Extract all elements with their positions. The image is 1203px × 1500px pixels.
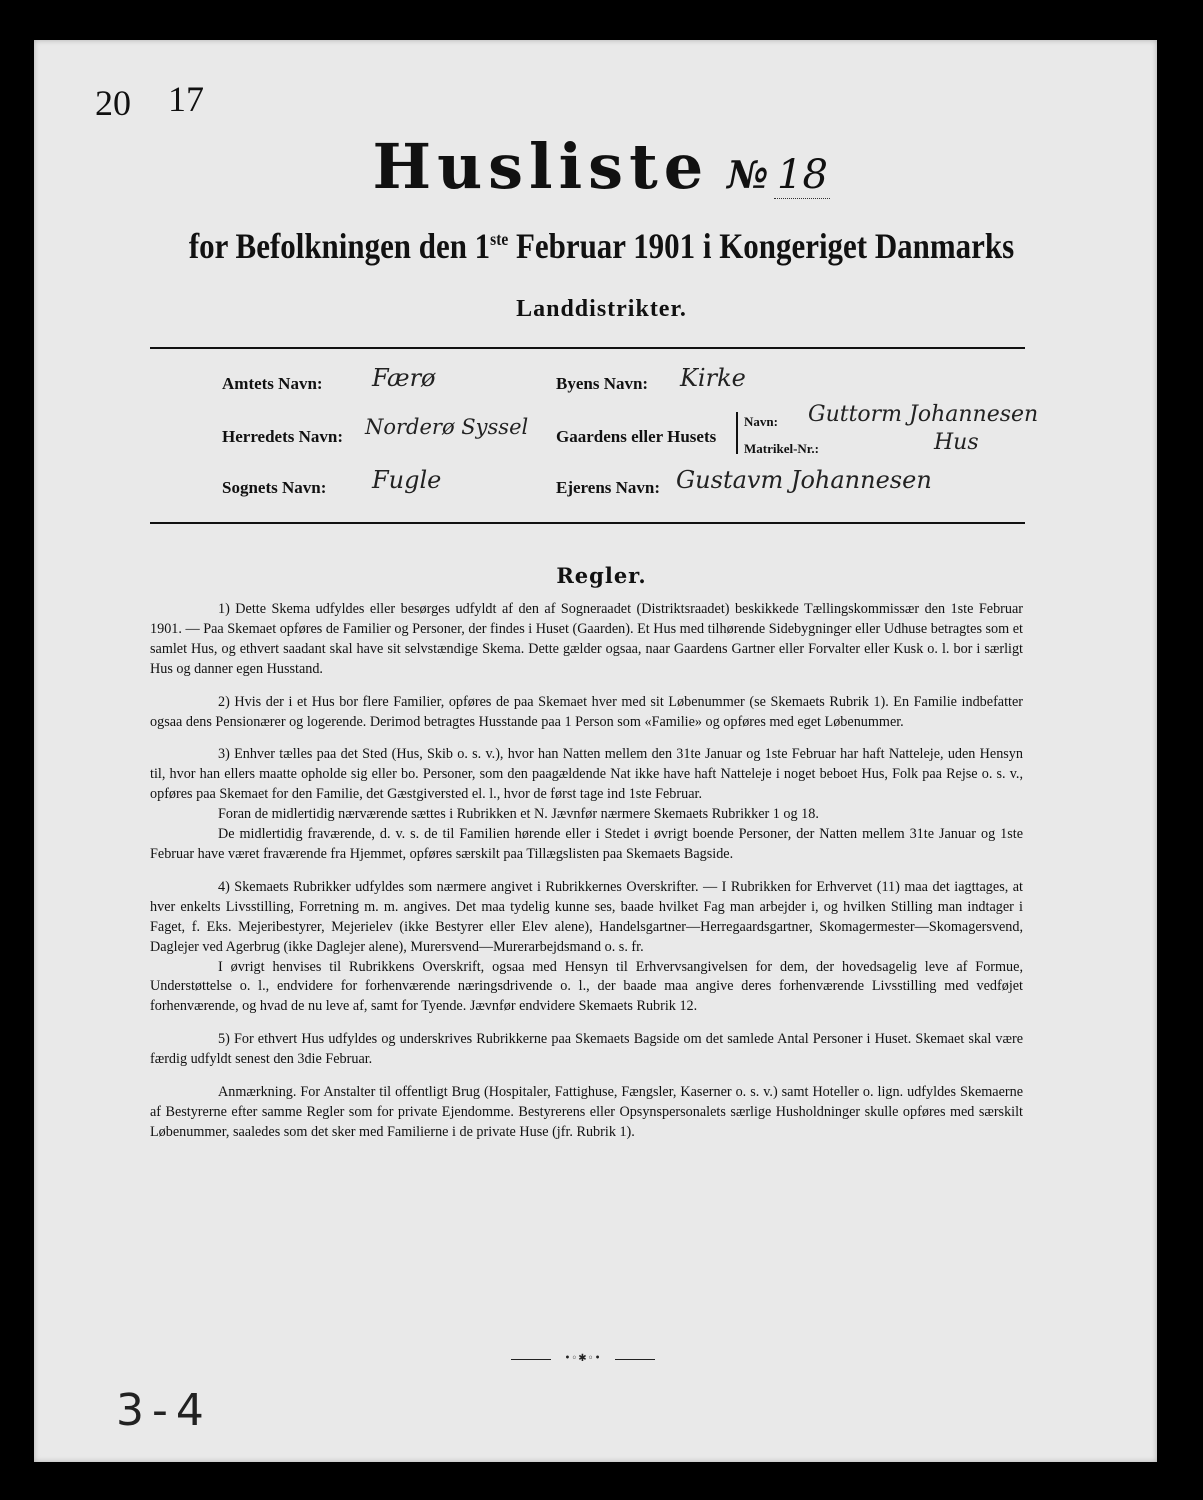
ornament-line [511,1359,551,1360]
subtitle [84,225,1119,267]
navn-label: Navn: [744,414,778,429]
rule-paragraph: Foran de midlertidig nærværende sættes i Rubrikken et N. Jævnfør nærmere Skemaets Rubrikker 1 og 18. [218,806,819,823]
rule-note: Anmærkning. For Anstalter til offentligt Brug (Hospitaler, Fattighuse, Fængsler, Kaserner o. s. v.) samt Hoteller o. lign. udfyldes Skemaerne af Bestyrerne efter samme Regler som for private Ejendomme. Bestyrerens eller Opsynspersonalets særlige Husholdninger skulle opføres med særskilt Løbenummer, saaledes som det sker med Familierne i de private Huse (jfr. Rubrik 1). [150,1084,1023,1140]
ejer-value: Gustavm Johannesen [676,466,932,494]
byen-value: Kirke [680,364,746,392]
amt-value: Færø [372,364,436,392]
rule-paragraph: 1) Dette Skema udfyldes eller besørges udfyldt af den af Sogneraadet (Distriktsraadet) beskikkede Tællingskommissær den 1ste Februar 1901. — Paa Skemaet opføres de Familier og Personer, der findes i Huset (Gaarden). Et Hus med tilhørende Sidebygninger eller Udhuse betragtes som et samlet Hus, og ethvert saadant skal have sit selvstændige Skema. Dette gælder ogsaa, naar Gaardens Gartner eller Forvalter eller Kusk o. l. bor i særligt Hus og danner egen Husstand. [150,601,1023,677]
archive-number-right: 17 [168,79,204,119]
rule-paragraph: 3) Enhver tælles paa det Sted (Hus, Skib o. s. v.), hvor han Natten mellem den 31te Januar og 1ste Februar har haft Natteleje, uden Hensyn til, hvor han ellers maatte opholde sig eller bo. Personer, som den paagældende Nat ikke have haft Natteleje i noget beboet Hus, Folk paa Rejse o. s. v., opføres paa Skemaet for den Familie, det Gæstgiversted el. l., hvor de først tage ind 1ste Februar. [150,746,1023,803]
matrikel-label: Matrikel-Nr.: [744,441,819,456]
rule-paragraph: 2) Hvis der i et Hus bor flere Familier, opføres de paa Skemaet hver med sit Løbenummer (se Skemaets Rubrik 1). En Familie indbefatter ogsaa dens Pensionærer og logerende. Derimod betragtes Husstande paa 1 Person som «Familie» og opføres med eget Løbenummer. [150,693,1023,730]
ornament-divider [511,1353,655,1364]
handwritten-note: 3-4 [116,1385,212,1436]
ornament-glyph: •◦✱◦• [564,1353,602,1364]
amt-label: Amtets Navn: [222,374,323,393]
herred-label: Herredets Navn: [222,427,344,446]
page-title [0,130,1203,203]
navn-value: Guttorm Johannesen [808,402,1039,427]
sogn-label: Sognets Navn: [222,478,327,497]
ejer-label: Ejerens Navn: [556,478,661,497]
subtitle-pre: for Befolkningen den 1 [188,226,491,266]
subtitle-district: Landdistrikter. [516,296,687,322]
bottom-divider [150,522,1025,524]
byen-label: Byens Navn: [556,374,649,393]
rule-paragraph: De midlertidig fraværende, d. v. s. de til Familien hørende eller i Stedet i øvrigt boende Personer, der Natten mellem 31te Januar og 1ste Februar have været fraværende fra Hjemmet, opføres særskilt paa Tillægslisten paa Skemaets Bagside. [150,826,1023,862]
matrikel-value: Hus [934,430,979,455]
subtitle-post: Februar 1901 i Kongeriget Danmarks [508,226,1015,266]
rule-paragraph: I øvrigt henvises til Rubrikkens Overskrift, ogsaa med Hensyn til Erhvervsangivelsen for dem, der hovedsagelig leve af Formue, Understøttelse o. l., endvidere for forhenværende næringsdrivende o. l., der baade maa angive deres forhenværende Livsstilling med vedføjet forhenværende, og hvad de nu leve af, samt for Tyende. Jævnfør endvidere Skemaets Rubrik 12. [150,958,1023,1015]
rules-body [150,600,1023,1156]
title-text: Husliste [372,130,710,203]
archive-number-left: 20 [95,83,131,123]
list-number: 18 [774,152,830,199]
rule-paragraph: 5) For ethvert Hus udfyldes og underskrives Rubrikkerne paa Skemaets Bagside om det samlede Antal Personer i Huset. Skemaet skal være færdig udfyldt senest den 3die Februar. [150,1031,1023,1068]
rules-title: Regler. [556,563,647,588]
field-brace [736,412,738,454]
top-divider [150,347,1025,349]
herred-value: Norderø Syssel [365,415,529,439]
sogn-value: Fugle [372,466,442,494]
ornament-line [615,1359,655,1360]
number-label: № [727,152,769,197]
subtitle-sup: ste [490,229,509,249]
gaard-label: Gaardens eller Husets [556,427,717,446]
rule-paragraph: 4) Skemaets Rubrikker udfyldes som nærmere angivet i Rubrikkernes Overskrifter. — I Rubrikken for Erhvervet (11) maa det iagttages, at hver enkelts Livsstilling, Forretning m. m. angives. Det maa tydelig kunne ses, baade hvilket Fag man arbejder i, og hvilken Stilling man indtager i Faget, f. Eks. Mejeribestyrer, Mejerielev (ikke Bestyrer eller Elev alene), Handelsgartner—Herregaardsgartner, Skomagermester—Skomagersvend, Daglejer ved Agerbrug (ikke Daglejer alene), Murersvend—Murerarbejdsmand o. s. fr. [150,878,1023,955]
